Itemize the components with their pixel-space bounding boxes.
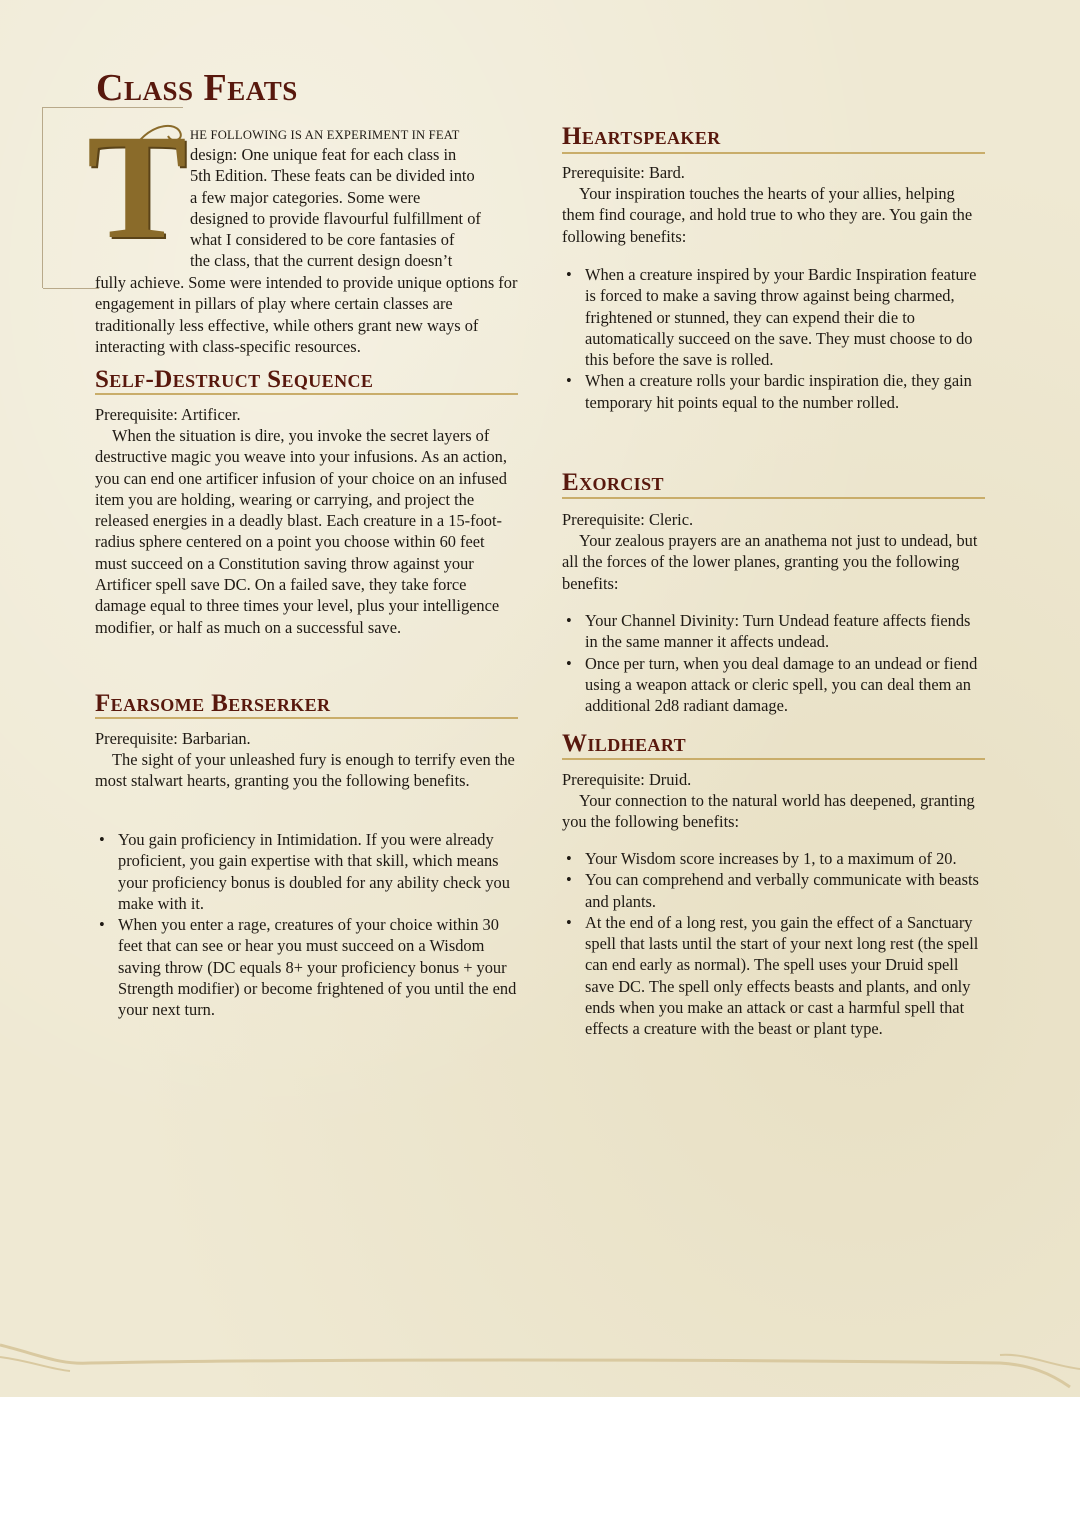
dropcap-flourish-icon: [80, 118, 190, 158]
page-title: Class Feats: [96, 67, 298, 109]
benefit-list: [562, 264, 985, 413]
heading-rule: [95, 393, 518, 395]
list-item: • You gain proficiency in Intimidation. If you were already proficient, you gain expertise with that skill, which means your proficiency bonus is doubled for any ability check you make with it.: [95, 829, 518, 914]
intro-line: design: One unique feat for each class in: [190, 145, 457, 164]
benefit-list: [95, 829, 518, 1021]
list-item: • When you enter a rage, creatures of your choice within 30 feet that can see or hear you must succeed on a Wisdom saving throw (DC equals 8+ your proficiency bonus + your Strength modifier) or become frightened of you until the end your next turn.: [95, 914, 518, 1020]
intro-paragraph: fully achieve. Some were intended to provide unique options for engagement in pillars of play where certain classes are traditionally less effective, while others grant new ways of interacting with class-specific resources.: [95, 273, 518, 356]
footer-ornament-icon: [0, 1325, 1080, 1397]
prerequisite: Prerequisite: Cleric.: [562, 510, 694, 529]
list-item: • At the end of a long rest, you gain the effect of a Sanctuary spell that lasts until the start of your next long rest (the spell can end early as normal). The spell uses your Druid spell save DC. The spell only effects beasts and plants, and only ends when you make an attack or cast a harmful spell that effects a creature with the beast or plant type.: [562, 912, 985, 1040]
dropcap-letter: T: [86, 104, 188, 270]
list-item: • Your Wisdom score increases by 1, to a maximum of 20.: [562, 848, 985, 869]
intro-line: a few major categories. Some were: [190, 187, 421, 207]
list-item: • Your Channel Divinity: Turn Undead feature affects fiends in the same manner it affects undead.: [562, 610, 985, 653]
feat-body: Your inspiration touches the hearts of your allies, helping them find courage, and hold true to who they are. You gain the following benefits:: [562, 184, 973, 246]
heading-rule: [562, 758, 985, 760]
heading-rule: [95, 717, 518, 719]
intro-line: 5th Edition. These feats can be divided into: [190, 166, 475, 186]
prerequisite: Prerequisite: Artificer.: [95, 405, 241, 424]
prerequisite: Prerequisite: Druid.: [562, 770, 692, 789]
list-item: • When a creature inspired by your Bardic Inspiration feature is forced to make a saving throw against being charmed, frightened or stunned, they can expend their die to automatically succeed on the save. They must choose to do this before the save is rolled.: [562, 264, 985, 370]
heading-rule: [562, 152, 985, 154]
prerequisite: Prerequisite: Bard.: [562, 163, 685, 182]
feat-body: When the situation is dire, you invoke the secret layers of destructive magic you weave into your infusions. As an action, you can end one artificer infusion of your choice on an infused item you are holding, wearing or carrying, and project the released energies in a deadly blast. Each creature in a 15-foot-radius sphere centered on a point you choose within 60 feet must succeed on a Constitution saving throw against your Artificer spell save DC. On a failed save, they take force damage equal to three times your level, plus your intelligence modifier, or half as much on a successful save.: [95, 426, 507, 637]
feat-heading-wildheart: Wildheart: [562, 730, 686, 757]
feat-heading-exorcist: Exorcist: [562, 469, 664, 496]
feat-body: Your zealous prayers are an anathema not just to undead, but all the forces of the lower planes, granting you the following benefits:: [562, 531, 978, 593]
list-item: • You can comprehend and verbally communicate with beasts and plants.: [562, 869, 985, 912]
prerequisite: Prerequisite: Barbarian.: [95, 729, 251, 748]
feat-heading-heartspeaker: Heartspeaker: [562, 123, 721, 150]
intro-lead: HE FOLLOWING IS AN EXPERIMENT IN FEAT: [190, 128, 460, 142]
feat-heading-fearsome-berserker: Fearsome Berserker: [95, 690, 331, 717]
benefit-list: [562, 848, 985, 1040]
intro-wrapped-text: [190, 144, 520, 272]
intro-line: the class, that the current design doesn’t: [190, 251, 453, 271]
list-item: • Once per turn, when you deal damage to an undead or fiend using a weapon attack or cleric spell, you can deal them an additional 2d8 radiant damage.: [562, 653, 985, 717]
feat-heading-self-destruct: Self-Destruct Sequence: [95, 366, 374, 393]
intro-line: what I considered to be core fantasies of: [190, 230, 455, 250]
intro-line: designed to provide flavourful fulfillment of: [190, 208, 481, 228]
feat-body: The sight of your unleashed fury is enough to terrify even the most stalwart hearts, granting you the following benefits.: [95, 750, 515, 791]
heading-rule: [562, 497, 985, 499]
benefit-list: [562, 610, 985, 716]
list-item: • When a creature rolls your bardic inspiration die, they gain temporary hit points equal to the number rolled.: [562, 370, 985, 413]
feat-body: Your connection to the natural world has deepened, granting you the following benefits:: [562, 791, 975, 832]
